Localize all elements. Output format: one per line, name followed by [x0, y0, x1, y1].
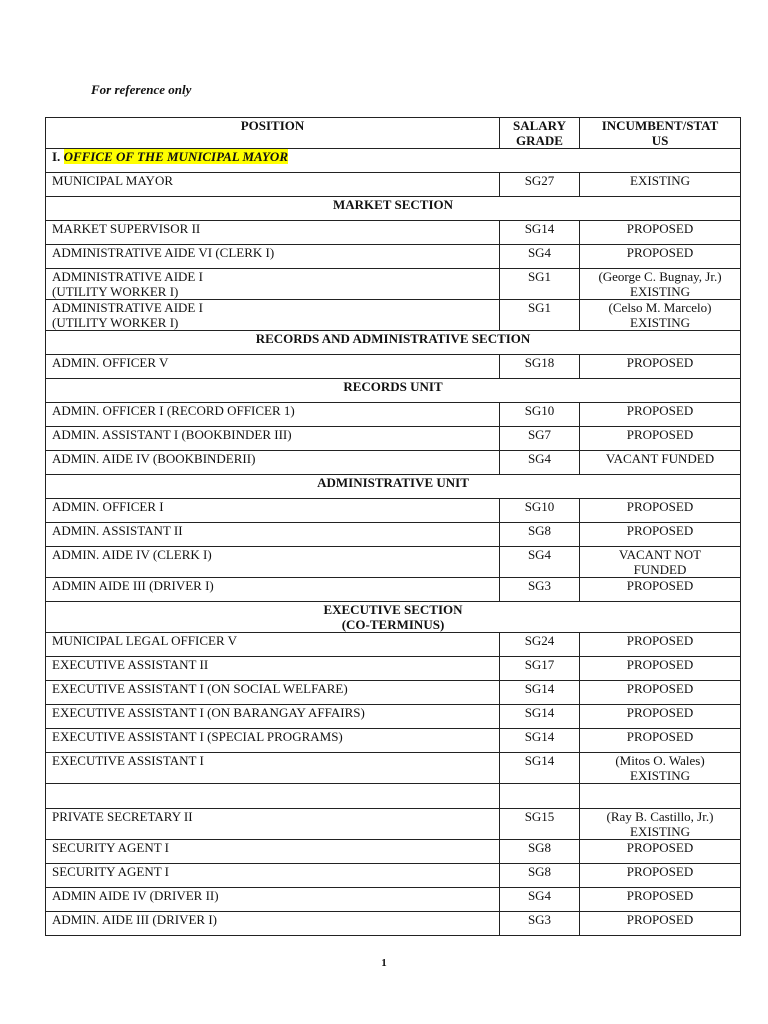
section-title-line: MARKET SECTION: [332, 197, 454, 212]
position-cell-text: ADMIN. OFFICER I (RECORD OFFICER 1): [52, 403, 295, 418]
table-header-row: [46, 118, 741, 149]
status-cell-text: PROPOSED: [626, 523, 694, 538]
position-row: [46, 547, 741, 578]
position-row: [46, 864, 741, 888]
position-cell-text: ADMIN. ASSISTANT II: [52, 523, 183, 538]
position-row: [46, 578, 741, 602]
salary-grade-cell-text: SG4: [527, 547, 552, 562]
position-row: [46, 657, 741, 681]
position-row: [46, 269, 741, 300]
position-cell: [46, 547, 500, 578]
status-cell-text: PROPOSED: [626, 499, 694, 514]
salary-grade-cell: [500, 657, 580, 681]
salary-grade-cell-text: SG1: [527, 300, 552, 315]
status-cell: [580, 864, 741, 888]
position-cell: [46, 300, 500, 331]
salary-grade-cell: [500, 173, 580, 197]
status-cell-text: (Celso M. Marcelo): [608, 300, 712, 315]
position-row: [46, 451, 741, 475]
position-cell-text: ADMINISTRATIVE AIDE VI (CLERK I): [52, 245, 275, 260]
status-cell: [580, 245, 741, 269]
status-cell: [580, 705, 741, 729]
position-cell-text: ADMINISTRATIVE AIDE I: [52, 269, 203, 284]
salary-grade-cell: [500, 499, 580, 523]
position-row: [46, 681, 741, 705]
section-header-row: [46, 602, 741, 633]
salary-grade-cell: [500, 245, 580, 269]
status-cell: [580, 403, 741, 427]
blank-cell: [46, 784, 500, 809]
position-cell-text: MARKET SUPERVISOR II: [52, 221, 201, 236]
position-row: [46, 912, 741, 936]
status-cell-text: PROPOSED: [626, 888, 694, 903]
blank-row: [46, 784, 741, 809]
status-cell: [580, 300, 741, 331]
salary-grade-cell-text: SG4: [527, 888, 552, 903]
salary-grade-cell-text: SG14: [524, 221, 555, 236]
status-cell-text: VACANT NOT: [618, 547, 702, 562]
status-cell-text: (George C. Bugnay, Jr.): [598, 269, 722, 284]
position-cell-text: EXECUTIVE ASSISTANT I (ON SOCIAL WELFARE): [52, 681, 348, 696]
status-cell-text: EXISTING: [630, 315, 690, 330]
status-cell: [580, 499, 741, 523]
position-cell-text: PRIVATE SECRETARY II: [52, 809, 193, 824]
salary-grade-cell-text: SG14: [524, 681, 555, 696]
position-row: [46, 753, 741, 784]
section-subtitle-line: (CO-TERMINUS): [341, 617, 445, 632]
section-title: [46, 379, 741, 403]
position-cell-text: EXECUTIVE ASSISTANT I: [52, 753, 204, 768]
salary-grade-cell: [500, 809, 580, 840]
salary-grade-cell-text: SG18: [524, 355, 555, 370]
status-cell: [580, 753, 741, 784]
section-title-line: EXECUTIVE SECTION: [323, 602, 463, 617]
positions-table: [45, 117, 741, 936]
position-cell-text: ADMINISTRATIVE AIDE I: [52, 300, 203, 315]
section-title: [46, 475, 741, 499]
position-cell-text: EXECUTIVE ASSISTANT II: [52, 657, 209, 672]
salary-grade-cell: [500, 523, 580, 547]
status-header-line-1: INCUMBENT/STAT: [601, 118, 719, 133]
position-cell-text: ADMIN. AIDE IV (CLERK I): [52, 547, 212, 562]
page-number: 1: [381, 957, 387, 969]
salary-grade-cell-text: SG14: [524, 705, 555, 720]
salary-grade-cell-text: SG10: [524, 403, 555, 418]
position-cell-text: SECURITY AGENT I: [52, 840, 169, 855]
salary-grade-cell: [500, 300, 580, 331]
salary-grade-cell-text: SG3: [527, 912, 552, 927]
status-cell-text: EXISTING: [630, 768, 690, 783]
salary-grade-column-header: [500, 118, 580, 149]
section-header-row: [46, 197, 741, 221]
status-cell: [580, 451, 741, 475]
salary-grade-cell-text: SG17: [524, 657, 555, 672]
salary-grade-cell: [500, 681, 580, 705]
incumbent-status-column-header: [580, 118, 741, 149]
status-cell-text: PROPOSED: [626, 912, 694, 927]
status-cell: [580, 729, 741, 753]
section-title-line: RECORDS UNIT: [343, 379, 443, 394]
position-cell: [46, 269, 500, 300]
position-cell: [46, 864, 500, 888]
salary-grade-cell: [500, 403, 580, 427]
office-name: OFFICE OF THE MUNICIPAL MAYOR: [63, 149, 288, 164]
position-row: [46, 729, 741, 753]
office-number: I.: [52, 149, 61, 164]
section-title: [46, 331, 741, 355]
position-cell: [46, 840, 500, 864]
position-row: [46, 245, 741, 269]
status-cell: [580, 809, 741, 840]
position-cell: [46, 427, 500, 451]
status-cell-text: PROPOSED: [626, 427, 694, 442]
salary-grade-header-line-2: GRADE: [516, 133, 563, 148]
position-row: [46, 427, 741, 451]
position-row: [46, 173, 741, 197]
position-row: [46, 221, 741, 245]
section-title-line: ADMINISTRATIVE UNIT: [317, 475, 469, 490]
section-header-row: [46, 475, 741, 499]
status-cell-text: PROPOSED: [626, 729, 694, 744]
status-cell: [580, 578, 741, 602]
status-cell: [580, 633, 741, 657]
status-cell: [580, 173, 741, 197]
position-cell: [46, 753, 500, 784]
position-cell: [46, 499, 500, 523]
position-cell: [46, 912, 500, 936]
status-cell: [580, 888, 741, 912]
position-row: [46, 403, 741, 427]
position-cell-text: ADMIN. OFFICER V: [52, 355, 169, 370]
salary-grade-cell: [500, 705, 580, 729]
position-cell: [46, 578, 500, 602]
salary-grade-cell-text: SG14: [524, 729, 555, 744]
position-cell: [46, 657, 500, 681]
status-cell: [580, 523, 741, 547]
salary-grade-cell: [500, 840, 580, 864]
status-cell-text: PROPOSED: [626, 578, 694, 593]
status-cell-text: PROPOSED: [626, 403, 694, 418]
status-cell-text: EXISTING: [630, 824, 690, 839]
salary-grade-cell-text: SG4: [527, 245, 552, 260]
position-cell-text: MUNICIPAL MAYOR: [52, 173, 173, 188]
salary-grade-cell-text: SG14: [524, 753, 555, 768]
salary-grade-cell-text: SG27: [524, 173, 555, 188]
salary-grade-cell: [500, 633, 580, 657]
salary-grade-cell: [500, 269, 580, 300]
salary-grade-cell: [500, 547, 580, 578]
position-cell: [46, 403, 500, 427]
salary-grade-cell-text: SG4: [527, 451, 552, 466]
salary-grade-cell-text: SG8: [527, 840, 552, 855]
position-row: [46, 499, 741, 523]
section-title-line: RECORDS AND ADMINISTRATIVE SECTION: [255, 331, 531, 346]
status-cell-text: EXISTING: [630, 284, 690, 299]
position-cell: [46, 451, 500, 475]
status-cell: [580, 427, 741, 451]
salary-grade-cell: [500, 578, 580, 602]
salary-grade-cell: [500, 729, 580, 753]
salary-grade-cell: [500, 221, 580, 245]
status-cell: [580, 840, 741, 864]
salary-grade-cell: [500, 753, 580, 784]
position-cell: [46, 173, 500, 197]
position-cell: [46, 355, 500, 379]
position-cell-text: ADMIN. OFFICER I: [52, 499, 164, 514]
status-cell-text: PROPOSED: [626, 355, 694, 370]
status-cell: [580, 912, 741, 936]
position-cell-text: ADMIN. AIDE IV (BOOKBINDERII): [52, 451, 256, 466]
position-cell: [46, 523, 500, 547]
position-row: [46, 809, 741, 840]
position-cell: [46, 681, 500, 705]
salary-grade-cell: [500, 888, 580, 912]
status-cell-text: FUNDED: [633, 562, 687, 577]
position-row: [46, 840, 741, 864]
position-cell: [46, 809, 500, 840]
office-title-row: [46, 149, 741, 173]
salary-grade-cell: [500, 864, 580, 888]
position-cell-text: EXECUTIVE ASSISTANT I (SPECIAL PROGRAMS): [52, 729, 343, 744]
position-cell: [46, 633, 500, 657]
status-cell-text: VACANT FUNDED: [605, 451, 715, 466]
position-cell: [46, 245, 500, 269]
position-cell: [46, 888, 500, 912]
status-cell-text: PROPOSED: [626, 633, 694, 648]
status-cell-text: PROPOSED: [626, 657, 694, 672]
status-cell: [580, 681, 741, 705]
position-cell-text: ADMIN AIDE IV (DRIVER II): [52, 888, 219, 903]
position-cell-text: SECURITY AGENT I: [52, 864, 169, 879]
salary-grade-cell: [500, 355, 580, 379]
position-cell-text: ADMIN. AIDE III (DRIVER I): [52, 912, 217, 927]
status-cell-text: PROPOSED: [626, 245, 694, 260]
position-row: [46, 888, 741, 912]
status-cell: [580, 657, 741, 681]
salary-grade-cell-text: SG1: [527, 269, 552, 284]
office-title-cell: [46, 149, 741, 173]
section-title: [46, 602, 741, 633]
section-header-row: [46, 331, 741, 355]
reference-note: For reference only: [91, 82, 192, 97]
position-cell-text: MUNICIPAL LEGAL OFFICER V: [52, 633, 238, 648]
salary-grade-cell-text: SG8: [527, 864, 552, 879]
status-cell-text: EXISTING: [630, 173, 690, 188]
position-column-header: POSITION: [46, 118, 500, 149]
status-cell-text: PROPOSED: [626, 221, 694, 236]
position-cell-text: ADMIN AIDE III (DRIVER I): [52, 578, 214, 593]
salary-grade-header-line-1: SALARY: [513, 118, 566, 133]
position-row: [46, 300, 741, 331]
position-cell-text: EXECUTIVE ASSISTANT I (ON BARANGAY AFFAIRS): [52, 705, 365, 720]
salary-grade-cell-text: SG15: [524, 809, 555, 824]
position-cell: [46, 729, 500, 753]
status-header-line-2: US: [651, 133, 669, 148]
position-row: [46, 355, 741, 379]
salary-grade-cell: [500, 912, 580, 936]
salary-grade-cell: [500, 451, 580, 475]
position-row: [46, 705, 741, 729]
status-cell-text: (Ray B. Castillo, Jr.): [606, 809, 714, 824]
position-row: [46, 523, 741, 547]
position-row: [46, 633, 741, 657]
salary-grade-cell-text: SG3: [527, 578, 552, 593]
salary-grade-cell-text: SG24: [524, 633, 555, 648]
section-title: [46, 197, 741, 221]
status-cell-text: PROPOSED: [626, 864, 694, 879]
section-header-row: [46, 379, 741, 403]
status-cell: [580, 221, 741, 245]
blank-cell: [500, 784, 580, 809]
position-cell-text: (UTILITY WORKER I): [52, 284, 179, 299]
salary-grade-cell: [500, 427, 580, 451]
status-cell: [580, 547, 741, 578]
salary-grade-cell-text: SG8: [527, 523, 552, 538]
blank-cell: [580, 784, 741, 809]
status-cell-text: PROPOSED: [626, 705, 694, 720]
salary-grade-cell-text: SG7: [527, 427, 552, 442]
status-cell: [580, 269, 741, 300]
salary-grade-cell-text: SG10: [524, 499, 555, 514]
position-cell: [46, 221, 500, 245]
status-cell-text: (Mitos O. Wales): [615, 753, 705, 768]
status-cell-text: PROPOSED: [626, 840, 694, 855]
position-cell: [46, 705, 500, 729]
position-cell-text: ADMIN. ASSISTANT I (BOOKBINDER III): [52, 427, 292, 442]
position-cell-text: (UTILITY WORKER I): [52, 315, 179, 330]
status-cell-text: PROPOSED: [626, 681, 694, 696]
status-cell: [580, 355, 741, 379]
